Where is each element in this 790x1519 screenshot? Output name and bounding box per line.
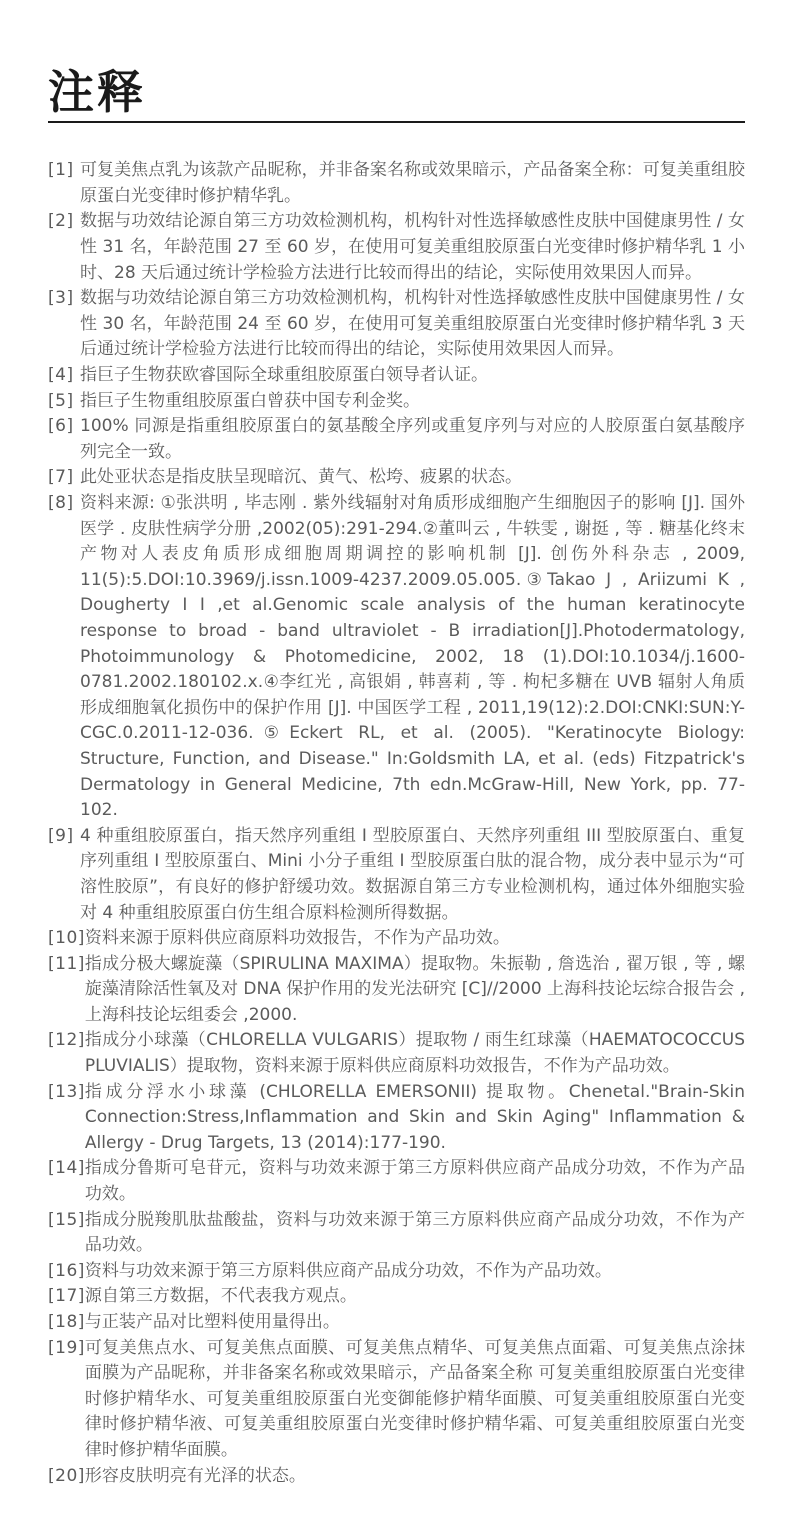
note-marker: [8] [48, 493, 74, 514]
note-item [48, 1284, 745, 1310]
note-item [48, 1208, 745, 1259]
page-title: 注释 [48, 65, 146, 119]
note-item [48, 1310, 745, 1336]
note-text: 可复美焦点水、可复美焦点面膜、可复美焦点精华、可复美焦点面霜、可复美焦点涂抹面膜为产品昵称，并非备案名称或效果暗示，产品备案全称 可复美重组胶原蛋白光变律时修护精华水、可复美重组胶原蛋白光变御能修护精华面膜、可复美重组胶原蛋白光变律时修护精华液、可复美重组胶原蛋白光变律时修护精华霜、可复美重组胶原蛋白光变律时修护精华面膜。 [84, 1337, 745, 1460]
note-text: 指成分浮水小球藻 (CHLORELLA EMERSONII) 提取物。Chenetal."Brain-Skin Connection:Stress,Inflammation and Skin and Skin Aging" Inflammation & Allergy - Drug Targets, 13 (2014):177-190. [84, 1081, 745, 1153]
note-text: 资料来源: ①张洪明 , 毕志刚 . 紫外线辐射对角质形成细胞产生细胞因子的影响 [J]. 国外医学 . 皮肤性病学分册 ,2002(05):291-294.②董叫云 , 牛轶雯 , 谢挺 , 等 . 糖基化终末产物对人表皮角质形成细胞周期调控的影响机制 [J]. 创伤外科杂志 , 2009, 11(5):5.DOI:10.3969/j.issn.1009-4237.2009.05.005.③Takao J , Ariizumi K , Dougherty I I ,et al.Genomic scale analysis of the human keratinocyte response to broad - band ultraviolet - B irradiation[J].Photodermatology, Photoimmunology & Photomedicine, 2002, 18 (1).DOI:10.1034/j.1600-0781.2002.180102.x.④李红光 , 高银娟 , 韩喜莉 , 等 . 枸杞多糖在 UVB 辐射人角质形成细胞氧化损伤中的保护作用 [J]. 中国医学工程 , 2011,19(12):2.DOI:CNKI:SUN:Y-CGC.0.2011-12-036.⑤Eckert RL, et al. (2005). "Keratinocyte Biology: Structure, Function, and Disease." In:Goldsmith LA, et al. (eds) Fitzpatrick's Dermatology in General Medicine, 7th edn.McGraw-Hill, New York, pp. 77-102. [80, 493, 745, 821]
note-item [48, 414, 745, 465]
note-marker: [4] [48, 365, 74, 386]
note-marker: [3] [48, 288, 74, 309]
note-item [48, 1336, 745, 1464]
notes-page [0, 65, 790, 1519]
note-marker: [10] [48, 928, 85, 949]
note-marker: [5] [48, 390, 74, 411]
note-marker: [11] [48, 953, 85, 974]
note-text: 指成分小球藻（CHLORELLA VULGARIS）提取物 / 雨生红球藻（HAEMATOCOCCUS PLUVIALIS）提取物，资料来源于原料供应商原料功效报告，不作为产品功效。 [84, 1030, 745, 1077]
note-item [48, 1464, 745, 1490]
note-text: 此处亚状态是指皮肤呈现暗沉、黄气、松垮、疲累的状态。 [80, 467, 522, 488]
note-text: 可复美焦点乳为该款产品昵称，并非备案名称或效果暗示，产品备案全称：可复美重组胶原蛋白光变律时修护精华乳。 [80, 160, 745, 206]
note-text: 指成分脱羧肌肽盐酸盐，资料与功效来源于第三方原料供应商产品成分功效，不作为产品功效。 [84, 1209, 745, 1256]
note-text: 资料与功效来源于第三方原料供应商产品成分功效，不作为产品功效。 [84, 1260, 612, 1281]
note-text: 形容皮肤明亮有光泽的状态。 [84, 1465, 306, 1486]
note-item [48, 158, 745, 209]
note-item [48, 1080, 745, 1157]
note-text: 数据与功效结论源自第三方功效检测机构，机构针对性选择敏感性皮肤中国健康男性 / 女性 31 名，年龄范围 27 至 60 岁，在使用可复美重组胶原蛋白光变律时修护精华乳 1 小时、28 天后通过统计学检验方法进行比较而得出的结论，实际使用效果因人而异。 [80, 211, 745, 283]
note-marker: [1] [48, 160, 74, 181]
note-marker: [13] [48, 1081, 85, 1102]
note-marker: [7] [48, 467, 74, 488]
note-marker: [16] [48, 1260, 85, 1281]
note-item [48, 926, 745, 952]
note-text: 指巨子生物重组胶原蛋白曾获中国专利金奖。 [80, 390, 420, 411]
note-text: 100% 同源是指重组胶原蛋白的氨基酸全序列或重复序列与对应的人胶原蛋白氨基酸序列完全一致。 [80, 416, 745, 462]
notes-list [48, 158, 745, 1489]
note-marker: [9] [48, 825, 74, 846]
note-text: 指成分鲁斯可皂苷元，资料与功效来源于第三方原料供应商产品成分功效，不作为产品功效。 [84, 1158, 745, 1205]
note-item [48, 952, 745, 1029]
note-text: 源自第三方数据，不代表我方观点。 [84, 1286, 357, 1307]
note-text: 资料来源于原料供应商原料功效报告，不作为产品功效。 [84, 928, 510, 949]
note-item [48, 465, 745, 491]
note-marker: [15] [48, 1209, 85, 1230]
note-item [48, 1156, 745, 1207]
note-item [48, 824, 745, 926]
note-text: 指巨子生物获欧睿国际全球重组胶原蛋白领导者认证。 [80, 365, 488, 386]
note-marker: [14] [48, 1158, 85, 1179]
note-item [48, 209, 745, 286]
note-text: 指成分极大螺旋藻（SPIRULINA MAXIMA）提取物。朱振勒 , 詹选治 , 翟万银 , 等 , 螺旋藻清除活性氧及对 DNA 保护作用的发光法研究 [C]//2000 上海科技论坛综合报告会 , 上海科技论坛组委会 ,2000. [84, 953, 745, 1025]
note-text: 与正装产品对比塑料使用量得出。 [84, 1312, 340, 1333]
note-item [48, 363, 745, 389]
note-item [48, 286, 745, 363]
note-marker: [18] [48, 1312, 85, 1333]
note-item [48, 491, 745, 824]
note-marker: [19] [48, 1337, 85, 1358]
note-marker: [17] [48, 1286, 85, 1307]
note-marker: [6] [48, 416, 74, 437]
note-text: 4 种重组胶原蛋白，指天然序列重组 I 型胶原蛋白、天然序列重组 III 型胶原蛋白、重复序列重组 I 型胶原蛋白、Mini 小分子重组 I 型胶原蛋白肽的混合物，成分表中显示为“可溶性胶原”，有良好的修护舒缓功效。数据源自第三方专业检测机构，通过体外细胞实验对 4 种重组胶原蛋白仿生组合原料检测所得数据。 [80, 825, 745, 923]
page-header [48, 65, 745, 123]
note-item [48, 1259, 745, 1285]
note-item [48, 1028, 745, 1079]
note-marker: [2] [48, 211, 74, 232]
note-marker: [12] [48, 1030, 85, 1051]
note-marker: [20] [48, 1465, 85, 1486]
note-item [48, 389, 745, 415]
note-text: 数据与功效结论源自第三方功效检测机构，机构针对性选择敏感性皮肤中国健康男性 / 女性 30 名，年龄范围 24 至 60 岁，在使用可复美重组胶原蛋白光变律时修护精华乳 3 天后通过统计学检验方法进行比较而得出的结论，实际使用效果因人而异。 [80, 288, 745, 360]
